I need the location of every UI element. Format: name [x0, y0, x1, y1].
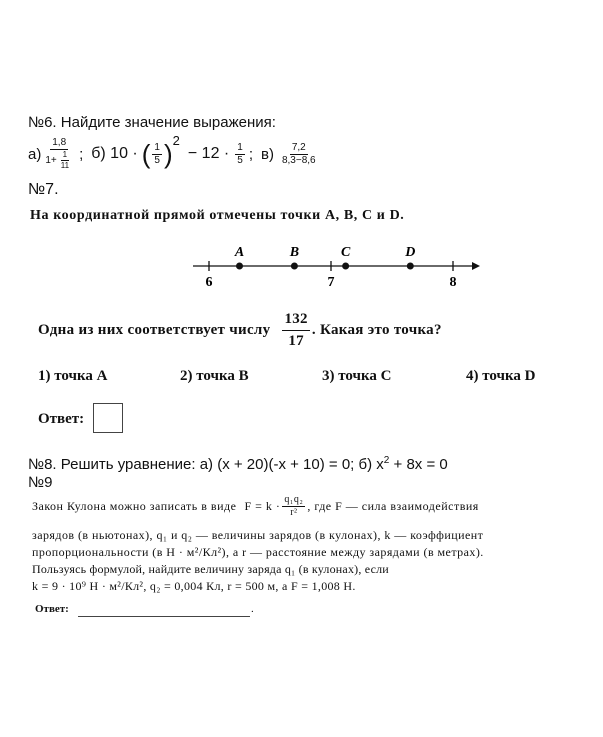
task9-line1-pre: Закон Кулона можно записать в виде: [32, 499, 237, 513]
task8-part-a: а) (x + 20)(-x + 10) = 0;: [199, 456, 355, 473]
task6-c-numerator: 7,2: [291, 141, 306, 153]
task7-option-1: 1) точка A: [38, 368, 108, 384]
task9-answer-line[interactable]: [78, 616, 250, 617]
point-D: [407, 263, 414, 270]
task7-number: №7.: [28, 181, 59, 198]
point-label-A: A: [234, 245, 245, 260]
task8-label: №8. Решить уравнение:: [28, 456, 196, 473]
task6-b-close-paren: ): [163, 138, 173, 169]
task9-line1: [32, 495, 479, 518]
task9-formula-fraction: [282, 495, 305, 518]
task9-number: №9: [28, 474, 53, 491]
task7-option-2: 2) точка B: [180, 368, 249, 384]
task6-b-label: б) 10 ·: [91, 145, 138, 162]
task9-answer-end: .: [251, 603, 254, 615]
tick-label-6: 6: [205, 275, 213, 290]
task9-line1-post: , где F — сила взаимодействия: [307, 499, 479, 513]
task6-a-inner-den: 11: [60, 161, 70, 170]
task9-line3: пропорциональности (в Н · м²/Кл²), а r — расстояние между зарядами (в метрах).: [32, 545, 484, 559]
task9-formula-num: q₁q₂: [284, 494, 304, 505]
task7-question-pre: Одна из них соответствует числу: [38, 322, 271, 338]
task6-b-exponent: 2: [172, 132, 180, 148]
task6-a-label: а): [28, 145, 42, 163]
task6-a-den-prefix: 1+: [45, 154, 57, 166]
task6-c-label: в): [260, 145, 274, 163]
task8-line: [28, 455, 448, 473]
task6-c-denominator: 8,3−8,6: [281, 154, 316, 166]
task6-b-frac2-den: 5: [237, 154, 243, 166]
task7-option-3: 3) точка C: [322, 368, 392, 384]
task6-sep2: ;: [248, 145, 253, 163]
task6-a-numerator: 1,8: [52, 137, 67, 148]
task6-sep1: ;: [79, 145, 84, 163]
point-A: [236, 263, 243, 270]
task9-line4: Пользуясь формулой, найдите величину заряда q₁ (в кулонах), если: [32, 562, 389, 576]
tick-label-8: 8: [449, 275, 457, 290]
task9-formula-den: r²: [290, 507, 298, 518]
point-label-B: B: [289, 245, 300, 260]
task7-text: На координатной прямой отмечены точки A, B, C и D.: [30, 208, 405, 223]
task7-answer-label: Ответ:: [38, 411, 85, 427]
task8-part-b-sup: 2: [383, 455, 390, 466]
task6-b-open-paren: (: [141, 138, 151, 169]
task8-part-b-pre: б) x: [358, 456, 384, 473]
task7-question: [38, 312, 442, 349]
task7-question-numerator: 132: [282, 312, 309, 331]
point-C: [342, 263, 349, 270]
task7-answer-box[interactable]: [93, 403, 123, 433]
point-B: [291, 263, 298, 270]
point-label-C: C: [340, 245, 351, 260]
task9-line5: k = 9 · 10⁹ Н · м²/Кл², q₂ = 0,004 Кл, r = 500 м, а F = 1,008 Н.: [32, 579, 356, 593]
task7-question-post: . Какая это точка?: [311, 322, 442, 338]
task6-b-frac-den: 5: [154, 154, 160, 166]
point-label-D: D: [405, 245, 416, 260]
task7-option-4: 4) точка D: [466, 368, 536, 384]
task9-answer-label: Ответ:: [35, 603, 69, 615]
task7-question-denominator: 17: [288, 333, 304, 349]
task6-title: №6. Найдите значение выражения:: [28, 114, 276, 131]
task6-b-frac-num: 1: [154, 141, 160, 153]
task6-a-inner-num: 1: [62, 150, 68, 159]
task7-question-fraction: [282, 312, 309, 349]
task8-part-b-post: + 8x = 0: [389, 456, 448, 473]
number-line-arrow: [472, 262, 480, 270]
tick-label-7: 7: [327, 275, 335, 290]
task6-b-middle: − 12 ·: [187, 145, 230, 162]
task6-b-frac2-num: 1: [237, 141, 243, 153]
task9-formula-lhs: F = k ·: [244, 499, 281, 513]
task9-line2: зарядов (в ньютонах), q₁ и q₂ — величины зарядов (в кулонах), k — коэффициент: [32, 528, 484, 542]
